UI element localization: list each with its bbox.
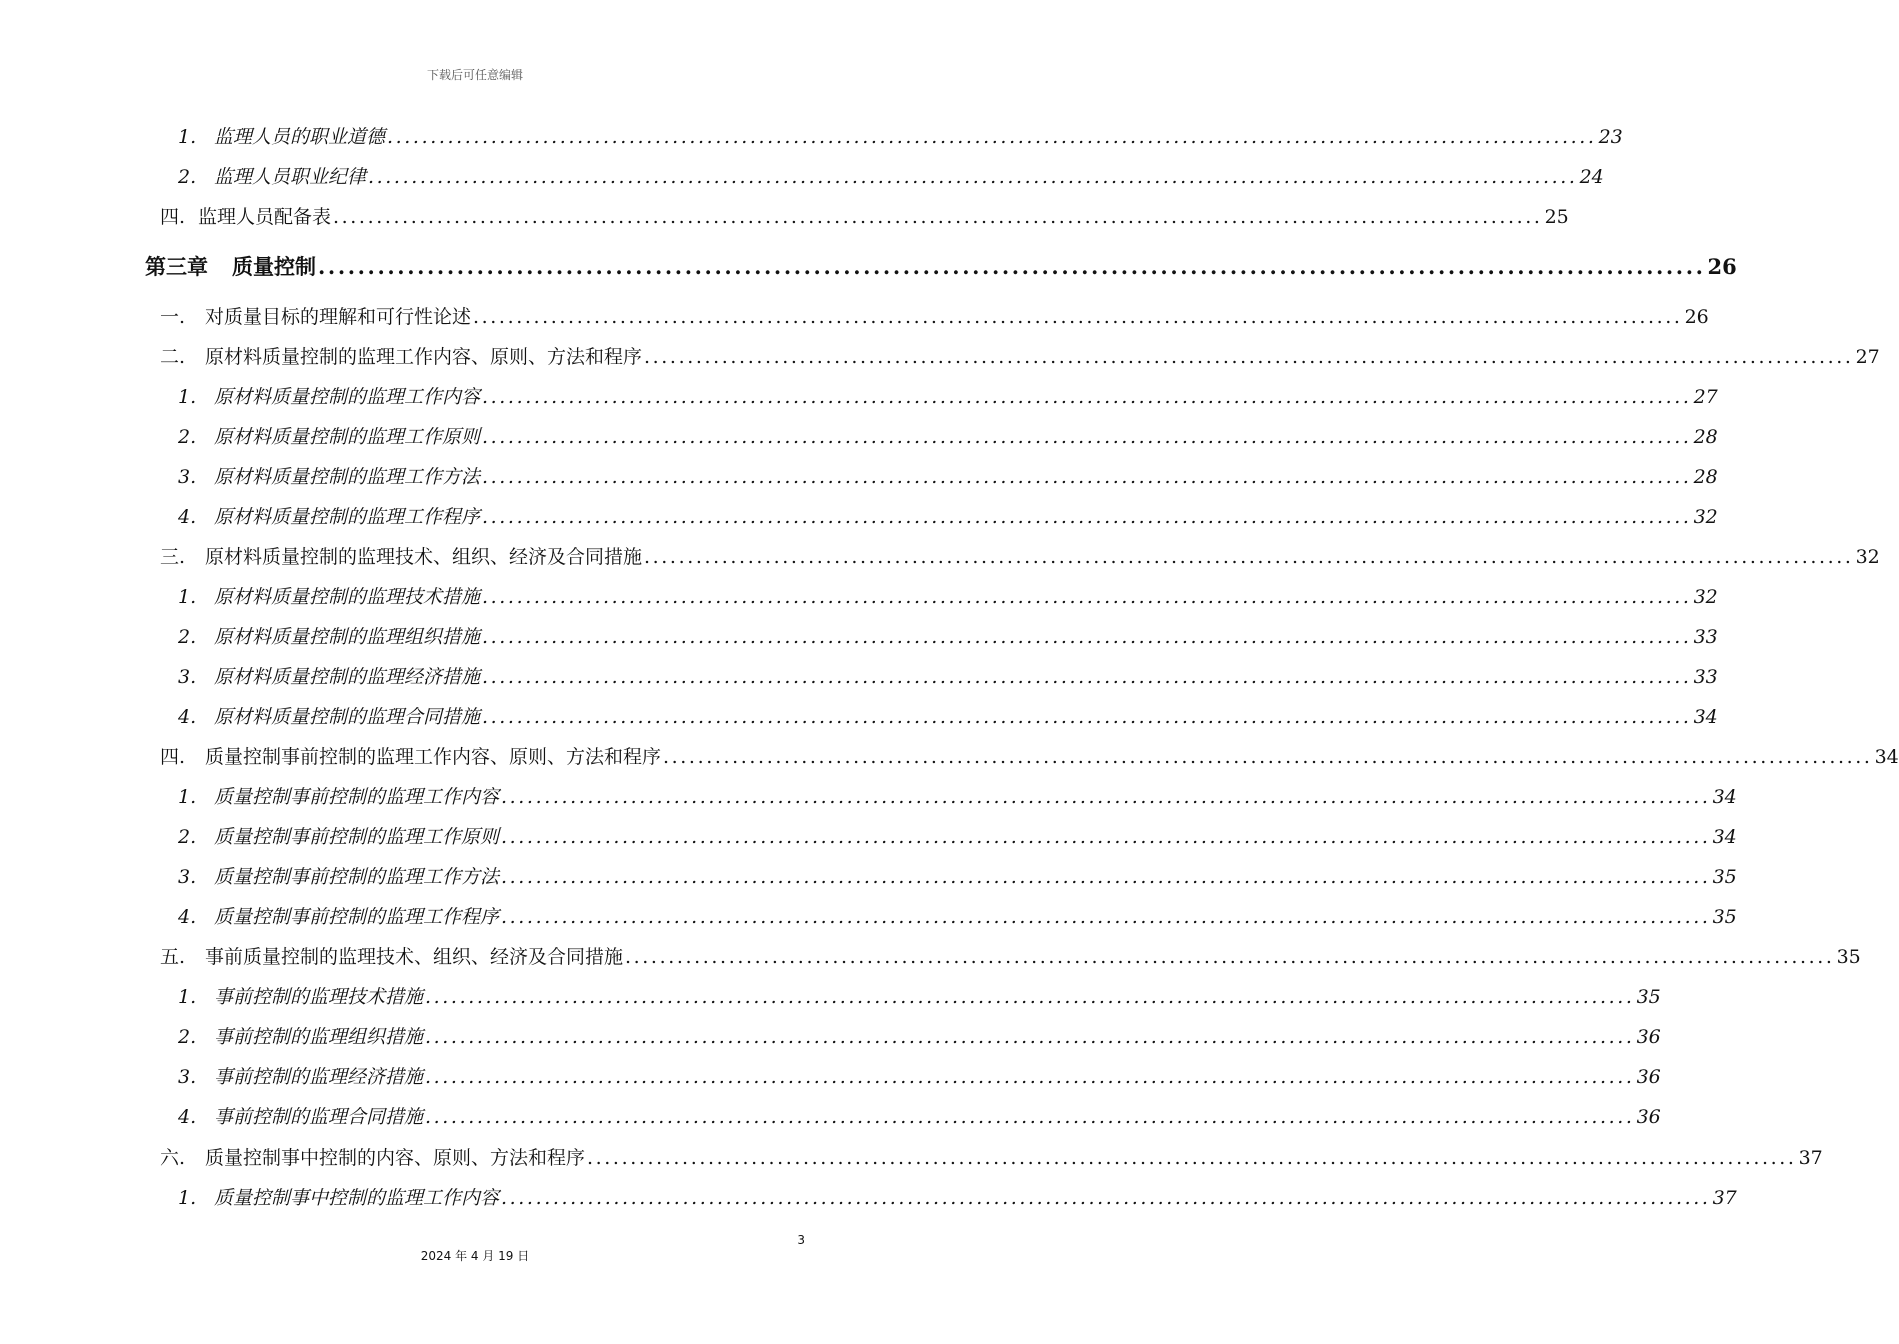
toc-entry[interactable] xyxy=(160,342,1880,372)
toc-entry-title: 原材料质量控制的监理技术、组织、经济及合同措施 xyxy=(205,546,643,568)
toc-entry-number: 2. xyxy=(178,826,197,848)
toc-entry-page: 25 xyxy=(1544,206,1569,228)
toc-entry-title: 事前控制的监理组织措施 xyxy=(214,1026,424,1048)
toc-dot-leader: ............................................................................................................................................ xyxy=(482,586,1692,608)
toc-dot-leader: ............................................................................................................................................ xyxy=(644,546,1854,568)
toc-entry[interactable] xyxy=(178,702,1718,732)
toc-entry-title: 原材料质量控制的监理工作内容、原则、方法和程序 xyxy=(205,346,643,368)
toc-entry-number: 4. xyxy=(178,506,197,528)
toc-dot-leader: ............................................................................................................................................ xyxy=(501,906,1711,928)
toc-entry[interactable] xyxy=(160,302,1709,332)
toc-entry-number: 1. xyxy=(178,586,197,608)
toc-entry-page: 34 xyxy=(1712,826,1737,848)
toc-dot-leader: ............................................................................................................................................ xyxy=(425,986,1635,1008)
toc-entry-page: 32 xyxy=(1855,546,1880,568)
toc-entry[interactable] xyxy=(178,622,1718,652)
toc-entry-number: 3. xyxy=(178,466,197,488)
toc-dot-leader: ............................................................................................................................................ xyxy=(663,746,1873,768)
toc-entry-title: 质量控制事前控制的监理工作内容 xyxy=(214,786,500,808)
toc-entry-page: 34 xyxy=(1712,786,1737,808)
toc-entry[interactable] xyxy=(178,982,1661,1012)
toc-entry-title: 事前控制的监理经济措施 xyxy=(214,1066,424,1088)
toc-entry-number: 3. xyxy=(178,666,197,688)
toc-entry[interactable] xyxy=(160,1143,1823,1173)
toc-entry-title: 事前控制的监理合同措施 xyxy=(214,1106,424,1128)
toc-entry[interactable] xyxy=(178,662,1718,692)
toc-entry-page: 35 xyxy=(1712,906,1737,928)
toc-dot-leader: ............................................................................................................................................ xyxy=(501,1187,1711,1209)
toc-entry-number: 四. xyxy=(160,746,186,768)
toc-entry-title: 原材料质量控制的监理合同措施 xyxy=(214,706,481,728)
toc-entry-number: 3. xyxy=(178,1066,197,1088)
toc-entry-page: 37 xyxy=(1798,1147,1823,1169)
toc-entry-title: 监理人员职业纪律 xyxy=(214,166,367,188)
toc-entry-title: 原材料质量控制的监理工作原则 xyxy=(214,426,481,448)
toc-dot-leader: ............................................................................................................................................ xyxy=(501,826,1711,848)
toc-entry-number: 2. xyxy=(178,166,197,188)
toc-entry-page: 26 xyxy=(1707,254,1737,279)
toc-entry[interactable] xyxy=(178,1102,1661,1132)
toc-dot-leader: ............................................................................................................................................ xyxy=(625,946,1835,968)
toc-entry-title: 原材料质量控制的监理技术措施 xyxy=(214,586,481,608)
toc-entry-number: 2. xyxy=(178,1026,197,1048)
toc-entry-number: 1. xyxy=(178,386,197,408)
toc-entry-page: 26 xyxy=(1684,306,1709,328)
toc-dot-leader: ............................................................................................................................................ xyxy=(425,1066,1635,1088)
toc-entry-number: 六. xyxy=(160,1147,186,1169)
toc-dot-leader: ............................................................................................................................................ xyxy=(482,706,1692,728)
toc-entry-number: 第三章 xyxy=(145,254,208,279)
toc-dot-leader: ............................................................................................................................................ xyxy=(425,1026,1635,1048)
toc-dot-leader: ............................................................................................................................................ xyxy=(482,466,1692,488)
toc-entry-number: 一. xyxy=(160,306,186,328)
toc-entry[interactable] xyxy=(178,462,1718,492)
toc-dot-leader: ............................................................................................................................................ xyxy=(368,166,1578,188)
toc-entry-number: 1. xyxy=(178,986,197,1008)
toc-entry-title: 原材料质量控制的监理工作程序 xyxy=(214,506,481,528)
toc-entry-number: 四. xyxy=(160,206,186,228)
toc-dot-leader: ............................................................................................................................................ xyxy=(425,1106,1635,1128)
page-header: 下载后可任意编辑 xyxy=(426,68,523,82)
toc-entry-page: 35 xyxy=(1836,946,1861,968)
toc-entry-page: 32 xyxy=(1693,506,1718,528)
toc-entry[interactable] xyxy=(178,902,1737,932)
toc-dot-leader: ............................................................................................................................................ xyxy=(482,386,1692,408)
toc-entry-title: 原材料质量控制的监理工作内容 xyxy=(214,386,481,408)
toc-entry-page: 37 xyxy=(1712,1187,1737,1209)
toc-entry-title: 质量控制事前控制的监理工作程序 xyxy=(214,906,500,928)
toc-entry-page: 34 xyxy=(1693,706,1718,728)
toc-entry-page: 36 xyxy=(1636,1106,1661,1128)
toc-entry-page: 35 xyxy=(1636,986,1661,1008)
toc-entry-title: 质量控制事前控制的监理工作原则 xyxy=(214,826,500,848)
toc-entry[interactable] xyxy=(178,122,1623,152)
toc-entry-page: 36 xyxy=(1636,1026,1661,1048)
toc-entry[interactable] xyxy=(160,942,1861,972)
toc-entry-title: 质量控制事前控制的监理工作内容、原则、方法和程序 xyxy=(205,746,662,768)
toc-entry[interactable] xyxy=(145,252,1737,282)
toc-entry-page: 35 xyxy=(1712,866,1737,888)
toc-entry-page: 33 xyxy=(1693,626,1718,648)
toc-entry-number: 1. xyxy=(178,1187,197,1209)
toc-entry-title: 对质量目标的理解和可行性论述 xyxy=(205,306,472,328)
page-footer-date: 2024 年 4 月 19 日 xyxy=(420,1249,530,1263)
toc-entry-page: 28 xyxy=(1693,466,1718,488)
toc-entry-title: 质量控制 xyxy=(232,254,316,279)
toc-entry-number: 1. xyxy=(178,126,197,148)
toc-dot-leader: ............................................................................................................................................ xyxy=(501,866,1711,888)
toc-dot-leader: ............................................................................................................................................ xyxy=(587,1147,1797,1169)
toc-entry[interactable] xyxy=(178,582,1718,612)
toc-entry[interactable] xyxy=(178,382,1718,412)
toc-entry-page: 23 xyxy=(1598,126,1623,148)
toc-entry[interactable] xyxy=(178,822,1737,852)
toc-entry-page: 27 xyxy=(1855,346,1880,368)
toc-entry[interactable] xyxy=(178,782,1737,812)
toc-dot-leader: ............................................................................................................................................ xyxy=(387,126,1597,148)
toc-entry-title: 监理人员配备表 xyxy=(198,206,332,228)
toc-dot-leader: ............................................................................................................................................ xyxy=(473,306,1683,328)
toc-entry[interactable] xyxy=(178,1062,1661,1092)
toc-dot-leader: ............................................................................................................................................ xyxy=(482,506,1692,528)
toc-entry[interactable] xyxy=(178,1183,1737,1213)
toc-entry-number: 1. xyxy=(178,786,197,808)
toc-entry[interactable] xyxy=(178,502,1718,532)
toc-entry-page: 36 xyxy=(1636,1066,1661,1088)
toc-entry-page: 24 xyxy=(1579,166,1604,188)
toc-dot-leader: ............................................................................................................................................ xyxy=(482,426,1692,448)
toc-entry[interactable] xyxy=(160,742,1899,772)
toc-entry[interactable] xyxy=(178,862,1737,892)
toc-entry-page: 34 xyxy=(1874,746,1899,768)
toc-entry-number: 2. xyxy=(178,626,197,648)
toc-entry-number: 2. xyxy=(178,426,197,448)
toc-entry[interactable] xyxy=(178,1022,1661,1052)
toc-entry[interactable] xyxy=(178,162,1604,192)
toc-entry-title: 原材料质量控制的监理工作方法 xyxy=(214,466,481,488)
toc-dot-leader: ............................................................................................................................................ xyxy=(644,346,1854,368)
toc-entry-number: 4. xyxy=(178,1106,197,1128)
toc-dot-leader: ............................................................................................................................................ xyxy=(333,206,1543,228)
toc-entry-page: 32 xyxy=(1693,586,1718,608)
toc-entry-page: 27 xyxy=(1693,386,1718,408)
toc-entry-page: 33 xyxy=(1693,666,1718,688)
toc-entry-number: 4. xyxy=(178,706,197,728)
toc-entry-title: 原材料质量控制的监理经济措施 xyxy=(214,666,481,688)
toc-entry-title: 质量控制事中控制的内容、原则、方法和程序 xyxy=(205,1147,586,1169)
toc-dot-leader: ............................................................................................................................................ xyxy=(318,254,1706,279)
toc-entry-title: 事前质量控制的监理技术、组织、经济及合同措施 xyxy=(205,946,624,968)
page-number: 3 xyxy=(797,1233,805,1247)
toc-entry-number: 二. xyxy=(160,346,186,368)
toc-entry[interactable] xyxy=(160,202,1569,232)
toc-dot-leader: ............................................................................................................................................ xyxy=(482,666,1692,688)
toc-entry-number: 3. xyxy=(178,866,197,888)
toc-entry-title: 事前控制的监理技术措施 xyxy=(214,986,424,1008)
toc-dot-leader: ............................................................................................................................................ xyxy=(482,626,1692,648)
toc-entry-number: 五. xyxy=(160,946,186,968)
toc-entry[interactable] xyxy=(178,422,1718,452)
toc-entry-page: 28 xyxy=(1693,426,1718,448)
toc-dot-leader: ............................................................................................................................................ xyxy=(501,786,1711,808)
toc-entry-title: 监理人员的职业道德 xyxy=(214,126,386,148)
toc-entry[interactable] xyxy=(160,542,1880,572)
toc-entry-number: 4. xyxy=(178,906,197,928)
toc-entry-title: 质量控制事中控制的监理工作内容 xyxy=(214,1187,500,1209)
toc-entry-title: 原材料质量控制的监理组织措施 xyxy=(214,626,481,648)
toc-entry-number: 三. xyxy=(160,546,186,568)
toc-entry-title: 质量控制事前控制的监理工作方法 xyxy=(214,866,500,888)
